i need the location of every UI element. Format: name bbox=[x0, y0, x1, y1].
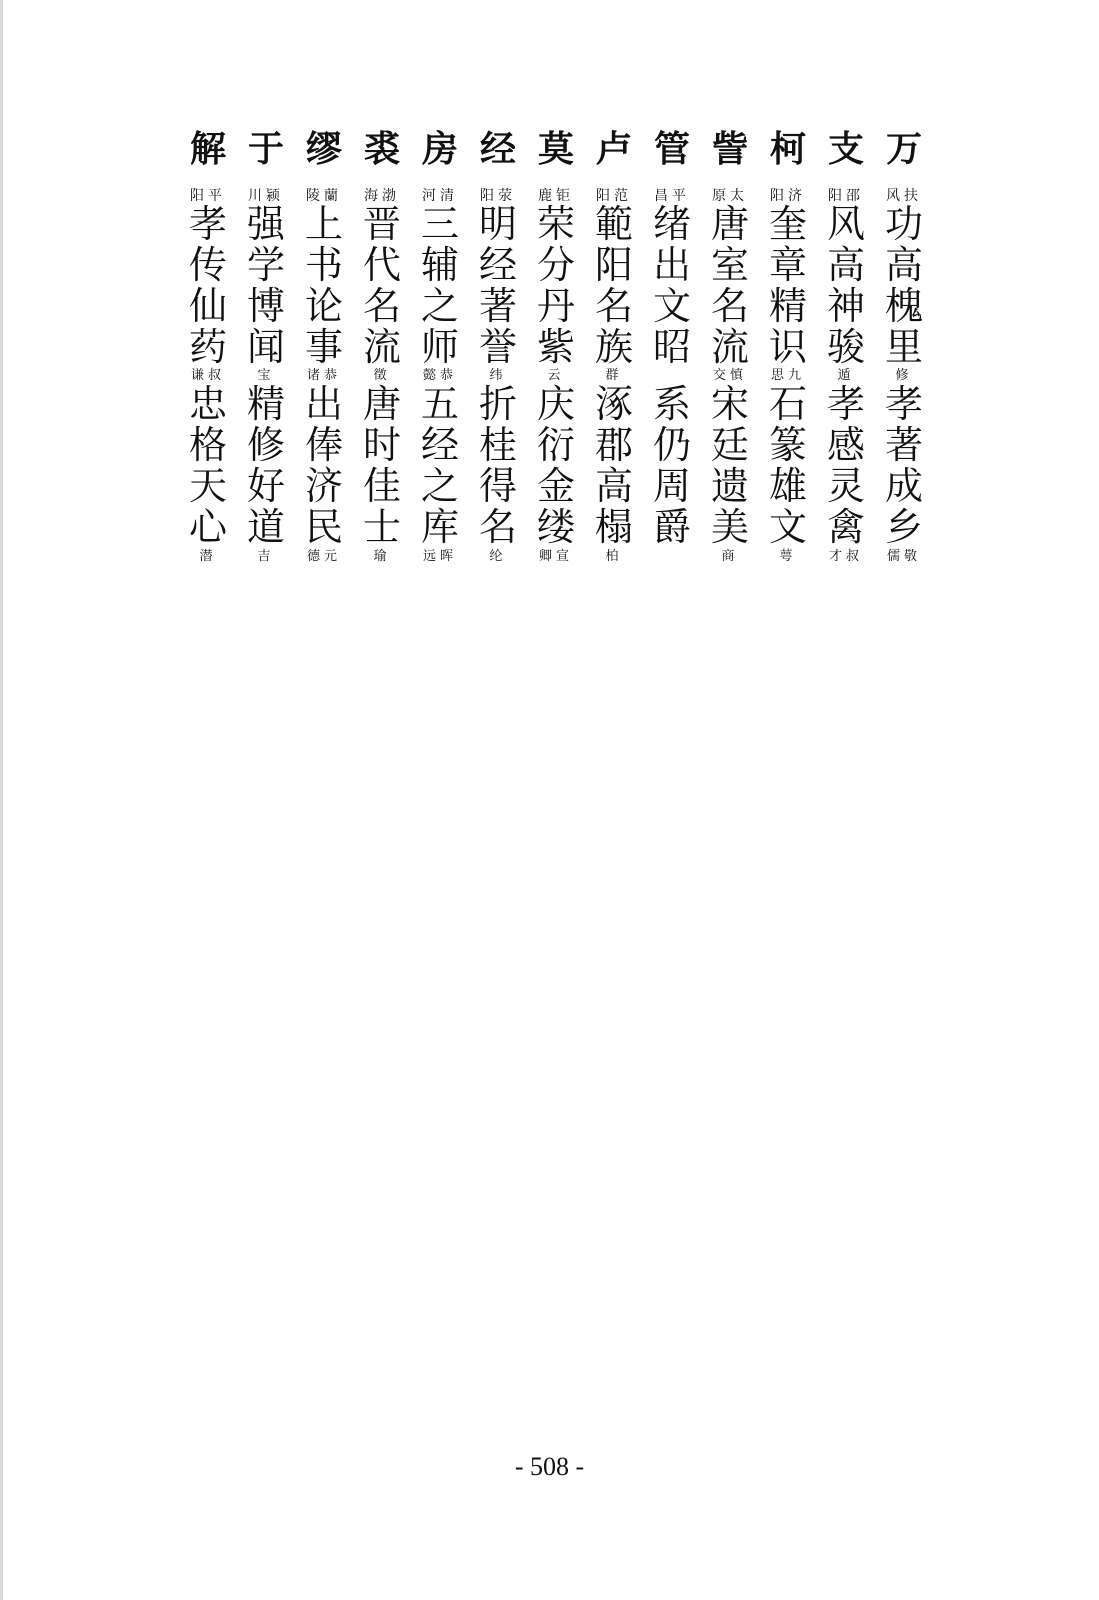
verse-char: 民 bbox=[304, 505, 343, 549]
verse-char: 名 bbox=[710, 284, 749, 328]
verse-char: 经 bbox=[420, 423, 459, 467]
place-name: 颍川 bbox=[248, 188, 284, 204]
person-name: 慎交 bbox=[712, 368, 747, 383]
surname: 万 bbox=[885, 129, 922, 170]
verse-char: 章 bbox=[768, 243, 807, 287]
verse-char: 阳 bbox=[594, 243, 633, 287]
verse-char: 忠 bbox=[188, 382, 227, 426]
verse-char: 博 bbox=[246, 284, 285, 328]
verse-char: 强 bbox=[246, 202, 285, 246]
verse-char: 名 bbox=[478, 505, 517, 549]
verse-char: 学 bbox=[246, 243, 285, 287]
verse-char: 书 bbox=[304, 243, 343, 287]
verse-char: 庆 bbox=[536, 382, 575, 426]
verse bbox=[412, 204, 468, 566]
verse-char: 出 bbox=[304, 382, 343, 426]
entry-column bbox=[470, 128, 526, 564]
verse-char: 郡 bbox=[594, 423, 633, 467]
verse-char: 代 bbox=[362, 243, 401, 287]
verse-char: 唐 bbox=[362, 382, 401, 426]
entry-column bbox=[238, 128, 294, 564]
verse-char: 之 bbox=[420, 464, 459, 508]
verse-char: 唐 bbox=[710, 202, 749, 246]
person-name: 遁 bbox=[837, 368, 855, 383]
place-name: 邵阳 bbox=[828, 188, 864, 204]
verse-char: 篆 bbox=[768, 423, 807, 467]
verse-char: 修 bbox=[246, 423, 285, 467]
verse-char: 廷 bbox=[710, 423, 749, 467]
verse bbox=[470, 204, 526, 566]
verse-char: 周 bbox=[652, 464, 691, 508]
verse bbox=[702, 204, 758, 566]
verse-char: 族 bbox=[594, 325, 633, 369]
verse-char: 缕 bbox=[536, 505, 575, 549]
entry-column bbox=[412, 128, 468, 564]
verse-char: 神 bbox=[826, 284, 865, 328]
verse bbox=[296, 204, 352, 566]
verse-char: 室 bbox=[710, 243, 749, 287]
verse bbox=[180, 204, 236, 566]
person-note: 商 bbox=[721, 549, 739, 564]
verse-char: 昭 bbox=[652, 325, 691, 369]
surname: 訾 bbox=[711, 129, 748, 170]
verse-char: 天 bbox=[188, 464, 227, 508]
person-note: 晖远 bbox=[422, 549, 457, 564]
verse-char: 晋 bbox=[362, 202, 401, 246]
person-name: 恭懿 bbox=[422, 368, 457, 383]
surname: 支 bbox=[827, 129, 864, 170]
verse-char: 爵 bbox=[652, 505, 691, 549]
verse-char: 著 bbox=[884, 423, 923, 467]
verse-char: 著 bbox=[478, 284, 517, 328]
verse-char: 孝 bbox=[188, 202, 227, 246]
surname: 于 bbox=[247, 129, 284, 170]
verse bbox=[760, 204, 816, 566]
place-name: 渤海 bbox=[364, 188, 400, 204]
verse-char: 道 bbox=[246, 505, 285, 549]
verse-char: 石 bbox=[768, 382, 807, 426]
person-note: 叔才 bbox=[828, 549, 863, 564]
surname: 房 bbox=[421, 129, 458, 170]
verse-char: 骏 bbox=[826, 325, 865, 369]
verse-char: 灵 bbox=[826, 464, 865, 508]
verse-char: 榻 bbox=[594, 505, 633, 549]
verse-char: 雄 bbox=[768, 464, 807, 508]
verse-char: 事 bbox=[304, 325, 343, 369]
person-name: 纬 bbox=[489, 368, 507, 383]
verse-char: 风 bbox=[826, 202, 865, 246]
person-name: 群 bbox=[605, 368, 623, 383]
verse-char: 誉 bbox=[478, 325, 517, 369]
surname: 缪 bbox=[305, 129, 342, 170]
verse-char: 传 bbox=[188, 243, 227, 287]
verse-char: 闻 bbox=[246, 325, 285, 369]
verse-char: 禽 bbox=[826, 505, 865, 549]
place-name: 扶风 bbox=[886, 188, 922, 204]
place-name: 平阳 bbox=[190, 188, 226, 204]
person-note: 敬儒 bbox=[886, 549, 921, 564]
verse-char: 文 bbox=[768, 505, 807, 549]
verse-char: 佳 bbox=[362, 464, 401, 508]
verse-char: 仍 bbox=[652, 423, 691, 467]
verse bbox=[354, 204, 410, 566]
verse-char: 高 bbox=[594, 464, 633, 508]
surname: 柯 bbox=[769, 129, 806, 170]
person-note: 潜 bbox=[199, 549, 217, 564]
verse-char: 出 bbox=[652, 243, 691, 287]
verse-char: 成 bbox=[884, 464, 923, 508]
verse-char: 文 bbox=[652, 284, 691, 328]
entry-column bbox=[644, 128, 700, 548]
verse-char: 士 bbox=[362, 505, 401, 549]
verse-char: 心 bbox=[188, 505, 227, 549]
verse-char: 衍 bbox=[536, 423, 575, 467]
person-name: 云 bbox=[547, 368, 565, 383]
verse-char: 遗 bbox=[710, 464, 749, 508]
person-note: 纶 bbox=[489, 549, 507, 564]
place-name: 钜鹿 bbox=[538, 188, 574, 204]
verse-char: 荣 bbox=[536, 202, 575, 246]
verse-char: 紫 bbox=[536, 325, 575, 369]
place-name: 济阳 bbox=[770, 188, 806, 204]
place-name: 太原 bbox=[712, 188, 748, 204]
verse-char: 範 bbox=[594, 202, 633, 246]
verse bbox=[876, 204, 932, 566]
verse bbox=[238, 204, 294, 566]
surname: 裘 bbox=[363, 129, 400, 170]
verse-char: 孝 bbox=[826, 382, 865, 426]
verse-char: 三 bbox=[420, 202, 459, 246]
entry-column bbox=[586, 128, 642, 564]
entry-column bbox=[180, 128, 236, 564]
verse-char: 俸 bbox=[304, 423, 343, 467]
surname: 解 bbox=[189, 129, 226, 170]
person-name: 恭诸 bbox=[306, 368, 341, 383]
person-note: 瑜 bbox=[373, 549, 391, 564]
verse-char: 名 bbox=[594, 284, 633, 328]
verse-char: 明 bbox=[478, 202, 517, 246]
verse-char: 槐 bbox=[884, 284, 923, 328]
verse-char: 药 bbox=[188, 325, 227, 369]
verse-char: 流 bbox=[710, 325, 749, 369]
person-name: 徵 bbox=[373, 368, 391, 383]
person-name: 宝 bbox=[257, 368, 275, 383]
person-name: 九思 bbox=[770, 368, 805, 383]
verse-char: 得 bbox=[478, 464, 517, 508]
verse-char: 功 bbox=[884, 202, 923, 246]
place-name: 平昌 bbox=[654, 188, 690, 204]
entry-column bbox=[528, 128, 584, 564]
verse-char: 名 bbox=[362, 284, 401, 328]
verse-char: 好 bbox=[246, 464, 285, 508]
verse-char: 之 bbox=[420, 284, 459, 328]
person-note: 柏 bbox=[605, 549, 623, 564]
verse-char: 美 bbox=[710, 505, 749, 549]
verse bbox=[818, 204, 874, 566]
person-note: 宣卿 bbox=[538, 549, 573, 564]
verse-char: 孝 bbox=[884, 382, 923, 426]
verse-char: 宋 bbox=[710, 382, 749, 426]
place-name: 清河 bbox=[422, 188, 458, 204]
verse bbox=[528, 204, 584, 566]
verse-char: 桂 bbox=[478, 423, 517, 467]
verse-char: 感 bbox=[826, 423, 865, 467]
verse-char: 系 bbox=[652, 382, 691, 426]
person-note: 元德 bbox=[306, 549, 341, 564]
person-name: 修 bbox=[895, 368, 913, 383]
verse-char: 流 bbox=[362, 325, 401, 369]
surname: 卢 bbox=[595, 129, 632, 170]
verse-char: 金 bbox=[536, 464, 575, 508]
verse-char: 五 bbox=[420, 382, 459, 426]
verse-char: 经 bbox=[478, 243, 517, 287]
verse-char: 高 bbox=[884, 243, 923, 287]
verse-char: 库 bbox=[420, 505, 459, 549]
entry-column bbox=[818, 128, 874, 564]
verse bbox=[586, 204, 642, 566]
verse-char: 仙 bbox=[188, 284, 227, 328]
verse-char: 丹 bbox=[536, 284, 575, 328]
verse-char: 识 bbox=[768, 325, 807, 369]
verse-char: 绪 bbox=[652, 202, 691, 246]
verse-char: 高 bbox=[826, 243, 865, 287]
verse-char: 精 bbox=[768, 284, 807, 328]
surname: 经 bbox=[479, 129, 516, 170]
verse-char: 奎 bbox=[768, 202, 807, 246]
surname: 管 bbox=[653, 129, 690, 170]
verse-char: 论 bbox=[304, 284, 343, 328]
person-note: 吉 bbox=[257, 549, 275, 564]
entry-column bbox=[296, 128, 352, 564]
verse-char: 分 bbox=[536, 243, 575, 287]
verse-char: 折 bbox=[478, 382, 517, 426]
verse-char: 时 bbox=[362, 423, 401, 467]
entry-column bbox=[760, 128, 816, 564]
entry-column bbox=[702, 128, 758, 564]
verse-char: 济 bbox=[304, 464, 343, 508]
verse-char: 师 bbox=[420, 325, 459, 369]
place-name: 荥阳 bbox=[480, 188, 516, 204]
person-name: 叔谦 bbox=[190, 368, 225, 383]
surname: 莫 bbox=[537, 129, 574, 170]
scan-edge bbox=[0, 0, 3, 1600]
verse-char: 乡 bbox=[884, 505, 923, 549]
verse-char: 辅 bbox=[420, 243, 459, 287]
verse bbox=[644, 204, 700, 566]
verse-char: 上 bbox=[304, 202, 343, 246]
verse-char: 涿 bbox=[594, 382, 633, 426]
place-name: 范阳 bbox=[596, 188, 632, 204]
place-name: 蘭陵 bbox=[306, 188, 342, 204]
page-number: - 508 - bbox=[514, 1452, 585, 1481]
verse-char: 格 bbox=[188, 423, 227, 467]
verse-char: 里 bbox=[884, 325, 923, 369]
entry-column bbox=[354, 128, 410, 564]
verse-char: 精 bbox=[246, 382, 285, 426]
person-note: 萼 bbox=[779, 549, 797, 564]
entry-column bbox=[876, 128, 932, 564]
